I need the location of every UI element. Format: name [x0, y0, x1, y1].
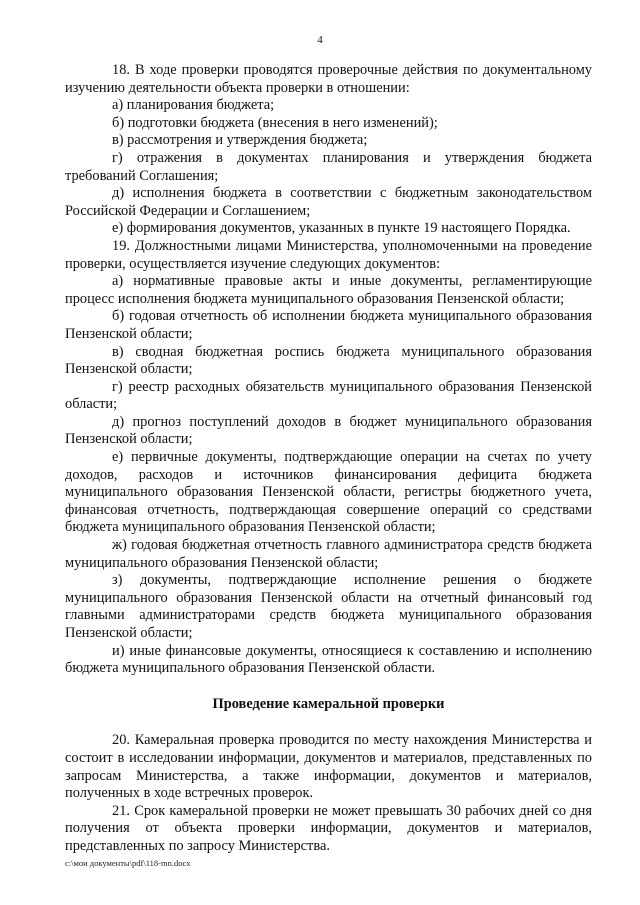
list-item: б) подготовки бюджета (внесения в него изменений);	[112, 114, 438, 131]
list-item: и) иные финансовые документы, относящиеся к составлению и исполнению бюджета муниципального образования Пензенской области.	[65, 642, 592, 677]
paragraph-19: 19. Должностными лицами Министерства, уполномоченными на проведение проверки, осуществляется изучение следующих документов:	[65, 237, 592, 272]
section-heading: Проведение камеральной проверки	[212, 695, 445, 712]
document-body	[65, 62, 592, 856]
list-item: ж) годовая бюджетная отчетность главного администратора средств бюджета муниципального образования Пензенской области;	[65, 537, 592, 571]
list-item: г) отражения в документах планирования и утверждения бюджета требований Соглашения;	[65, 149, 592, 184]
list-item: в) сводная бюджетная роспись бюджета муниципального образования Пензенской области;	[65, 343, 592, 378]
list-item: з) документы, подтверждающие исполнение решения о бюджете муниципального образования Пензенской области на отчетный финансовый год главными администраторами средств бюджета муниципального образования Пензенской области;	[65, 572, 592, 641]
page-number: 4	[317, 34, 323, 46]
list-item: а) планирования бюджета;	[112, 97, 275, 114]
list-item: д) исполнения бюджета в соответствии с бюджетным законодательством Российской Федерации и Соглашением;	[65, 185, 592, 219]
paragraph-18: 18. В ходе проверки проводятся проверочные действия по документальному изучению деятельности объекта проверки в отношении:	[65, 62, 592, 96]
footer-file-path: c:\мои документы\pdf\118-mn.docx	[65, 858, 191, 868]
list-item: в) рассмотрения и утверждения бюджета;	[112, 132, 368, 149]
paragraph-21: 21. Срок камеральной проверки не может превышать 30 рабочих дней со дня получения от объекта проверки информации, документов и материалов, представленных по запросу Министерства.	[65, 802, 592, 854]
list-item: а) нормативные правовые акты и иные документы, регламентирующие процесс исполнения бюджета муниципального образования Пензенской области;	[65, 273, 592, 307]
paragraph-20: 20. Камеральная проверка проводится по месту нахождения Министерства и состоит в исследовании информации, документов и материалов, представленных по запросам Министерства, а также информации, документов и материалов, полученных в ходе встречных проверок.	[65, 732, 592, 802]
list-item: б) годовая отчетность об исполнении бюджета муниципального образования Пензенской области;	[65, 308, 592, 342]
list-item: г) реестр расходных обязательств муниципального образования Пензенской области;	[65, 378, 592, 413]
list-item: д) прогноз поступлений доходов в бюджет муниципального образования Пензенской области;	[65, 413, 592, 448]
list-item: е) формирования документов, указанных в пункте 19 настоящего Порядка.	[112, 220, 571, 237]
list-item: е) первичные документы, подтверждающие операции на счетах по учету доходов, расходов и источников финансирования дефицита бюджета муниципального образования Пензенской области, регистры бюджетного учета, финансовая отчетность, подтверждающая совершение операций со средствами бюджета муниципального образования Пензенской области;	[65, 449, 592, 536]
